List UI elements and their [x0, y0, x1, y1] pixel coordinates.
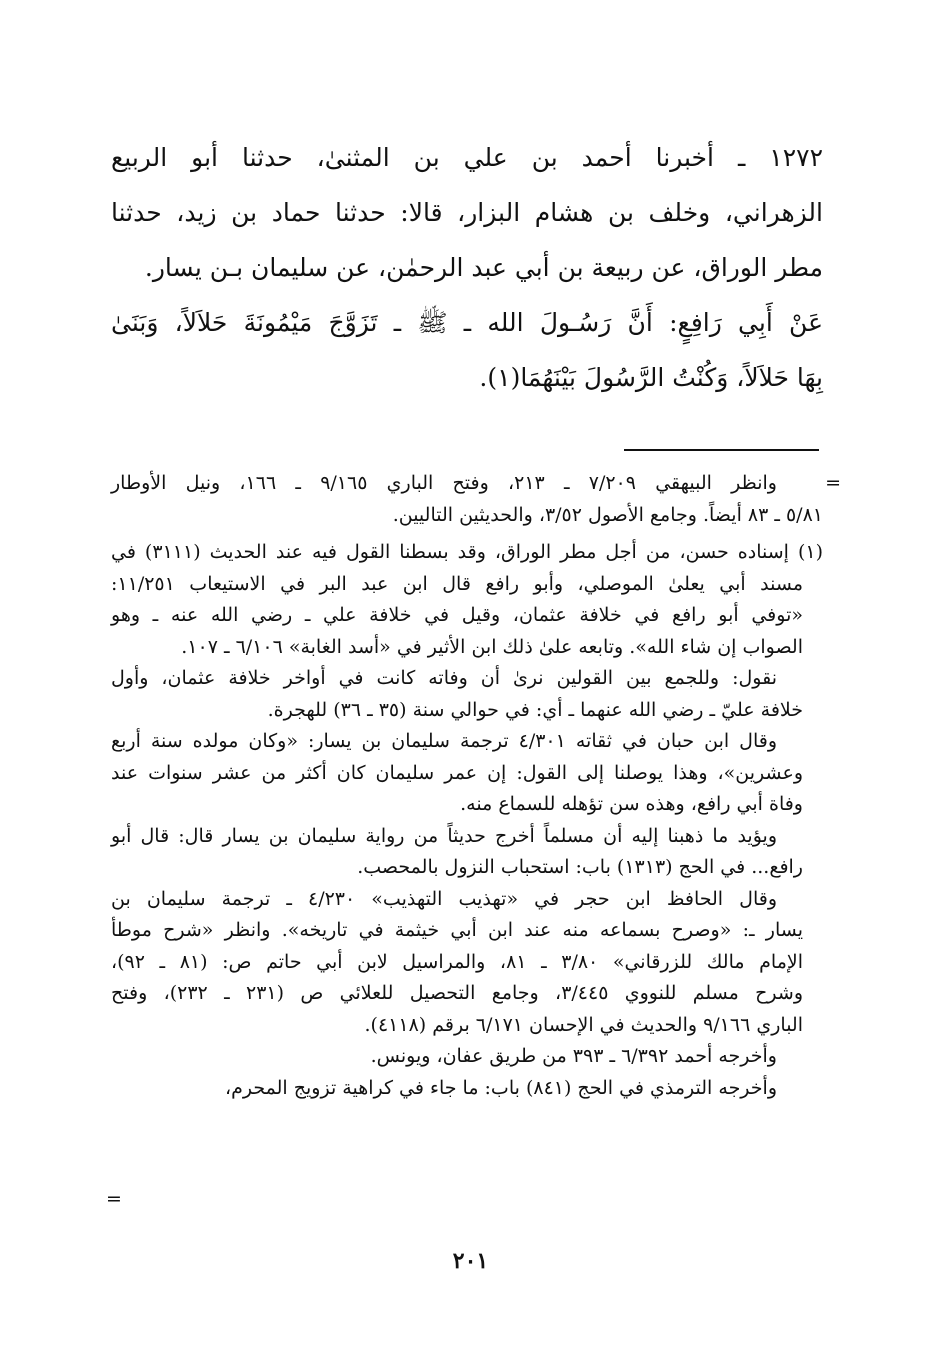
footnote-line: رافع... في الحج (١٣١٣) باب: استحباب النزول بالمحصب.: [357, 856, 803, 878]
hadith-matn-line: بِهَا حَلاَلاً، وَكُنْتُ الرَّسُولَ بَيْنَهُمَا(١).: [479, 363, 823, 392]
footnote-line: يسار ـ: «وصرح بسماعه منه عند ابن أبي خيثمة في تاريخه». وانظر «شرح موطأ: [111, 919, 803, 941]
footnote-line: الباري ٩/١٦٦ والحديث في الإحسان ٦/١٧١ برقم (٤١١٨).: [364, 1013, 803, 1036]
footnote-line: وفاة أبي رافع، وهذه سن تؤهله للسماع منه.: [460, 793, 803, 815]
hadith-line: الزهراني، وخلف بن هشام البزار، قالا: حدثنا حماد بن زيد، حدثنا: [111, 198, 823, 227]
hadith-line: ١٢٧٢ ـ أخبرنا أحمد بن علي بن المثنىٰ، حدثنا أبو الربيع: [111, 143, 823, 172]
hadith-matn-line: عَنْ أَبِي رَافِعٍ: أَنَّ رَسُـولَ الله ـ ﷺ ـ تَزَوَّجَ مَيْمُونَةَ حَلاَلاً، وَبَنَىٰ: [111, 308, 823, 337]
footnote-line: ويؤيد ما ذهبنا إليه أن مسلماً أخرج حديثاً من رواية سليمان بن يسار قال: قال أبو: [111, 824, 777, 847]
footnote-divider: [624, 449, 819, 451]
footnote-line: وشرح مسلم للنووي ٣/٤٤٥، وجامع التحصيل للعلائي ص (٢٣١ ـ ٢٣٢)، وفتح: [111, 982, 803, 1004]
footnote-line: وأخرجه أحمد ٦/٣٩٢ ـ ٣٩٣ من طريق عفان، ويونس.: [370, 1045, 777, 1067]
footnote-line: الإمام مالك للزرقاني» ٣/٨٠ ـ ٨١، والمراسيل لابن أبي حاتم ص: (٨١ ـ ٩٢)،: [111, 950, 803, 973]
footnote-line: وعشرين»، وهذا يوصلنا إلى القول: إن عمر سليمان كان أكثر من عشر سنوات عند: [111, 761, 803, 784]
continuation-marker: =: [825, 472, 841, 494]
footnote-line: وأخرجه الترمذي في الحج (٨٤١) باب: ما جاء في كراهية تزويج المحرم،: [225, 1076, 777, 1099]
footnote-line: ٥/٨١ ـ ٨٣ أيضاً. وجامع الأصول ٣/٥٢، والحديثين التاليين.: [392, 503, 823, 526]
footnote-line: خلافة عليّ ـ رضي الله عنهما ـ أي: في حوالي سنة (٣٥ ـ ٣٦) للهجرة.: [267, 698, 803, 721]
hadith-text: [111, 130, 823, 405]
footnote-line: نقول: وللجمع بين القولين نرىٰ أن وفاته كانت في أواخر خلافة عثمان، وأول: [111, 667, 777, 689]
footnote-line: (١) إسناده حسن، من أجل مطر الوراق، وقد بسطنا القول فيه عند الحديث (٣١١١) في: [111, 541, 824, 563]
footnote-line: مسند أبي يعلىٰ الموصلي، وأبو رافع قال ابن عبد البر في الاستيعاب ١١/٢٥١:: [111, 572, 803, 595]
footnote-line: وقال ابن حبان في ثقاته ٤/٣٠١ ترجمة سليمان بن يسار: «وكان مولده سنة أربع: [111, 730, 777, 752]
footnote-line: «توفي أبو رافع في خلافة عثمان، وقيل في خلافة علي ـ رضي الله عنه ـ وهو: [111, 604, 803, 626]
continuation-marker: =: [106, 1188, 122, 1210]
footnote-line: الصواب إن شاء الله». وتابعه علىٰ ذلك ابن الأثير في «أسد الغابة» ٦/١٠٦ ـ ١٠٧.: [181, 635, 803, 658]
page-number: ٢٠١: [452, 1248, 489, 1274]
footnotes: [111, 468, 823, 1104]
hadith-line: مطر الوراق، عن ربيعة بن أبي عبد الرحمٰن، عن سليمان بـن يسار.: [144, 253, 823, 282]
footnote-line: وانظر البيهقي ٧/٢٠٩ ـ ٢١٣، وفتح الباري ٩/١٦٥ ـ ١٦٦، ونيل الأوطار: [111, 472, 777, 494]
footnote-line: وقال الحافظ ابن حجر في «تهذيب التهذيب» ٤/٢٣٠ ـ ترجمة سليمان بن: [111, 887, 778, 910]
